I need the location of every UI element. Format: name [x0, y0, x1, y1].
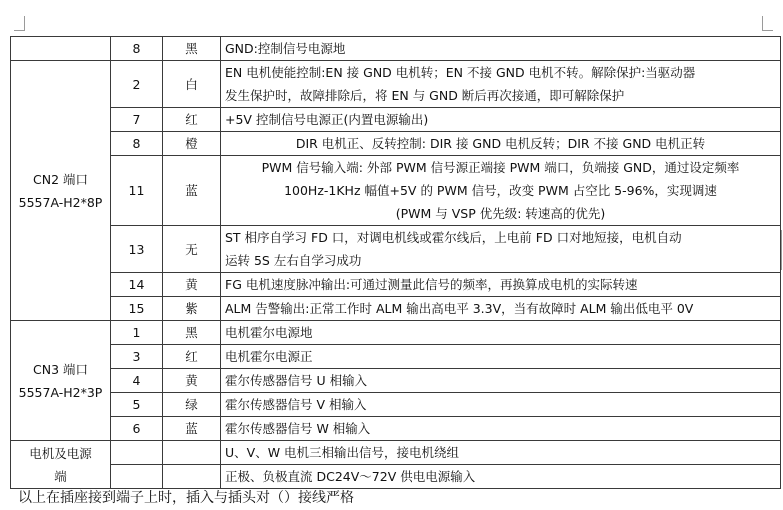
description-line: 霍尔传感器信号 W 相输入 [225, 421, 371, 436]
table-row [11, 297, 781, 321]
pin-number: 5 [111, 393, 163, 417]
pin-number: 8 [111, 37, 163, 61]
pin-number: 3 [111, 345, 163, 369]
table-row [11, 226, 781, 273]
table-row [11, 417, 781, 441]
group-cell-empty [11, 37, 111, 61]
description-line: ALM 告警输出:正常工作时 ALM 输出高电平 3.3V，当有故障时 ALM 输出低电平 0V [225, 301, 694, 316]
table-row [11, 441, 781, 465]
wire-color [163, 441, 221, 465]
pin-description [221, 393, 781, 417]
description-line: PWM 信号输入端: 外部 PWM 信号源正端接 PWM 端口，负端接 GND，通过设定频率 [261, 160, 740, 175]
pin-number: 6 [111, 417, 163, 441]
wire-color: 红 [163, 345, 221, 369]
pin-description [221, 37, 781, 61]
pin-number: 11 [111, 156, 163, 226]
pin-number: 1 [111, 321, 163, 345]
wire-color: 紫 [163, 297, 221, 321]
pin-description [221, 369, 781, 393]
wire-color: 黄 [163, 369, 221, 393]
wire-color: 无 [163, 226, 221, 273]
description-line: 正极、负极直流 DC24V～72V 供电电源输入 [225, 469, 476, 484]
description-line: 电机霍尔电源地 [225, 325, 313, 340]
description-line: ST 相序自学习 FD 口，对调电机线或霍尔线后，上电前 FD 口对地短接，电机自动 [225, 230, 682, 245]
pin-description [221, 465, 781, 489]
description-line: (PWM 与 VSP 优先级: 转速高的优先) [395, 206, 606, 221]
table-row [11, 37, 781, 61]
table-row [11, 393, 781, 417]
cut-off-paragraph: 以上在插座接到端子上时，插入与插头对（）接线严格 [18, 490, 354, 506]
pin-number: 7 [111, 108, 163, 132]
pin-number: 15 [111, 297, 163, 321]
description-line: EN 电机使能控制:EN 接 GND 电机转；EN 不接 GND 电机不转。解除保护:当驱动器 [225, 65, 696, 80]
pin-number: 2 [111, 61, 163, 108]
margin-corner-mark-right [762, 16, 773, 31]
description-line: 霍尔传感器信号 U 相输入 [225, 373, 368, 388]
table-row [11, 345, 781, 369]
description-line: U、V、W 电机三相输出信号，接电机绕组 [225, 445, 460, 460]
pin-number [111, 465, 163, 489]
pin-description [221, 108, 781, 132]
pin-number: 13 [111, 226, 163, 273]
group-cell-cn3 [11, 321, 111, 441]
group-port-name: CN2 端口 [32, 171, 88, 187]
table-row [11, 369, 781, 393]
description-line: DIR 电机正、反转控制: DIR 接 GND 电机反转；DIR 不接 GND 电机正转 [295, 136, 706, 151]
group-connector-model: 5557A-H2*3P [18, 384, 103, 400]
group-cell-cn2 [11, 61, 111, 321]
pin-description [221, 132, 781, 156]
group-port-name: CN3 端口 [32, 361, 88, 377]
wire-color: 蓝 [163, 417, 221, 441]
description-line: 发生保护时，故障排除后，将 EN 与 GND 断后再次接通，即可解除保护 [225, 88, 625, 103]
pin-description [221, 273, 781, 297]
wire-color [163, 465, 221, 489]
table-row [11, 273, 781, 297]
table-row [11, 465, 781, 489]
wire-color: 白 [163, 61, 221, 108]
table-row [11, 132, 781, 156]
wire-color: 红 [163, 108, 221, 132]
table-row [11, 321, 781, 345]
wire-color: 绿 [163, 393, 221, 417]
wire-color: 橙 [163, 132, 221, 156]
wire-color: 黄 [163, 273, 221, 297]
pin-description [221, 61, 781, 108]
description-line: GND:控制信号电源地 [225, 41, 346, 56]
wire-color: 黑 [163, 321, 221, 345]
table-row [11, 156, 781, 226]
description-line: 电机霍尔电源正 [225, 349, 313, 364]
group-port-name: 电机及电源 [29, 445, 92, 461]
pin-description [221, 156, 781, 226]
connector-pin-table [10, 36, 781, 489]
description-line: FG 电机速度脉冲输出:可通过测量此信号的频率，再换算成电机的实际转速 [225, 277, 638, 292]
pin-description [221, 226, 781, 273]
pin-description [221, 345, 781, 369]
wire-color: 黑 [163, 37, 221, 61]
pin-number: 8 [111, 132, 163, 156]
pin-number: 14 [111, 273, 163, 297]
pin-description [221, 321, 781, 345]
description-line: 运转 5S 左右自学习成功 [225, 253, 362, 268]
group-port-name-cont: 端 [54, 468, 67, 484]
group-connector-model: 5557A-H2*8P [18, 194, 103, 210]
table-row [11, 108, 781, 132]
description-line: 100Hz-1KHz 幅值+5V 的 PWM 信号，改变 PWM 占空比 5-96%，实现调速 [284, 183, 717, 198]
pin-description [221, 417, 781, 441]
group-cell-power [11, 441, 111, 489]
pin-description [221, 297, 781, 321]
pin-number: 4 [111, 369, 163, 393]
margin-corner-mark-left [14, 16, 25, 31]
pin-number [111, 441, 163, 465]
pin-description [221, 441, 781, 465]
wire-color: 蓝 [163, 156, 221, 226]
description-line: +5V 控制信号电源正(内置电源输出) [225, 112, 429, 127]
description-line: 霍尔传感器信号 V 相输入 [225, 397, 367, 412]
table-row [11, 61, 781, 108]
